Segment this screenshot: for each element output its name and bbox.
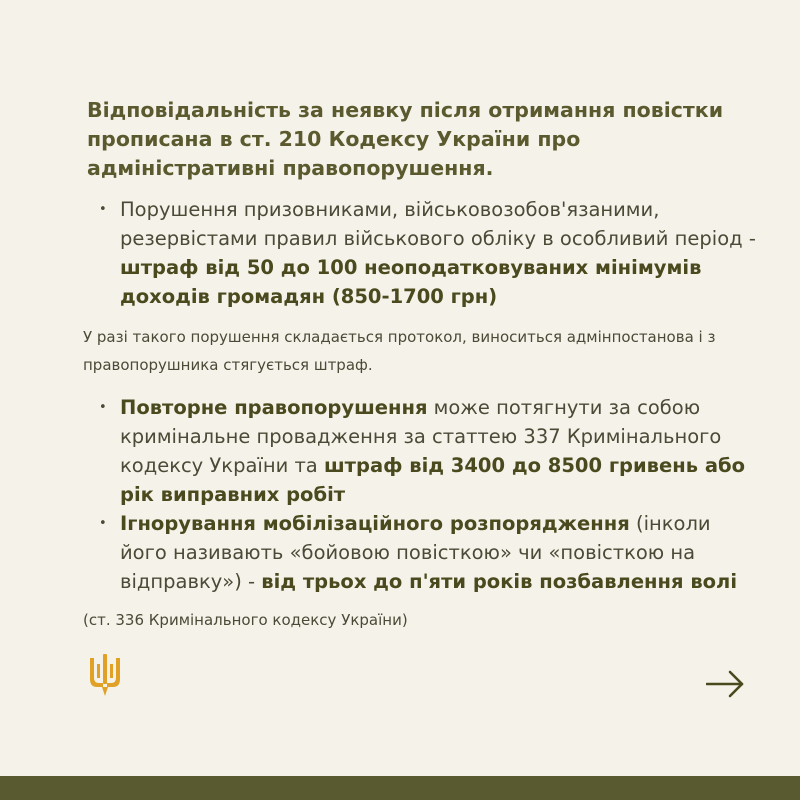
protocol-note: У разі такого порушення складається протокол, виноситься адмінпостанова і з правопорушника стягується штраф.	[83, 328, 716, 374]
bullet-marker: •	[99, 400, 107, 415]
main-content	[83, 96, 757, 634]
footer-bar	[0, 776, 800, 800]
bullet-item-repeat	[87, 393, 757, 509]
bullet-list-2	[87, 393, 757, 596]
bullet-bold-lead: Повторне правопорушення	[120, 396, 428, 419]
bullet-list-1	[87, 195, 757, 311]
bullet-text: може потягнути за собою кримінальне провадження за статтею 337 Кримінального кодексу України та	[120, 396, 722, 477]
bullet-item-fine	[87, 195, 757, 311]
bullet-bold-text: від трьох до п'яти років позбавлення волі	[261, 570, 738, 593]
bullet-bold-text: штраф від 50 до 100 неоподатковуваних мінімумів доходів громадян (850-1700 грн)	[120, 256, 702, 308]
bullet-bold-text: штраф від 3400 до 8500 гривень або рік виправних робіт	[120, 454, 745, 506]
bullet-bold-lead: Ігнорування мобілізаційного розпорядження	[120, 512, 630, 535]
bullet-marker: •	[99, 516, 107, 531]
intro-paragraph: Відповідальність за неявку після отримання повістки прописана в ст. 210 Кодексу України про адміністративні правопорушення.	[87, 98, 724, 180]
bullet-item-ignore	[87, 509, 757, 596]
bullet-marker: •	[99, 202, 107, 217]
arrow-right-icon[interactable]	[706, 670, 744, 698]
article-reference: (ст. 336 Кримінального кодексу України)	[83, 611, 408, 629]
trident-icon	[88, 654, 122, 696]
bullet-text: (інколи його називають «бойовою повісткою» чи «повісткою на відправку») -	[120, 512, 711, 593]
bullet-text: Порушення призовниками, військовозобов'язаними, резервістами правил військового обліку в особливий період -	[120, 198, 756, 250]
